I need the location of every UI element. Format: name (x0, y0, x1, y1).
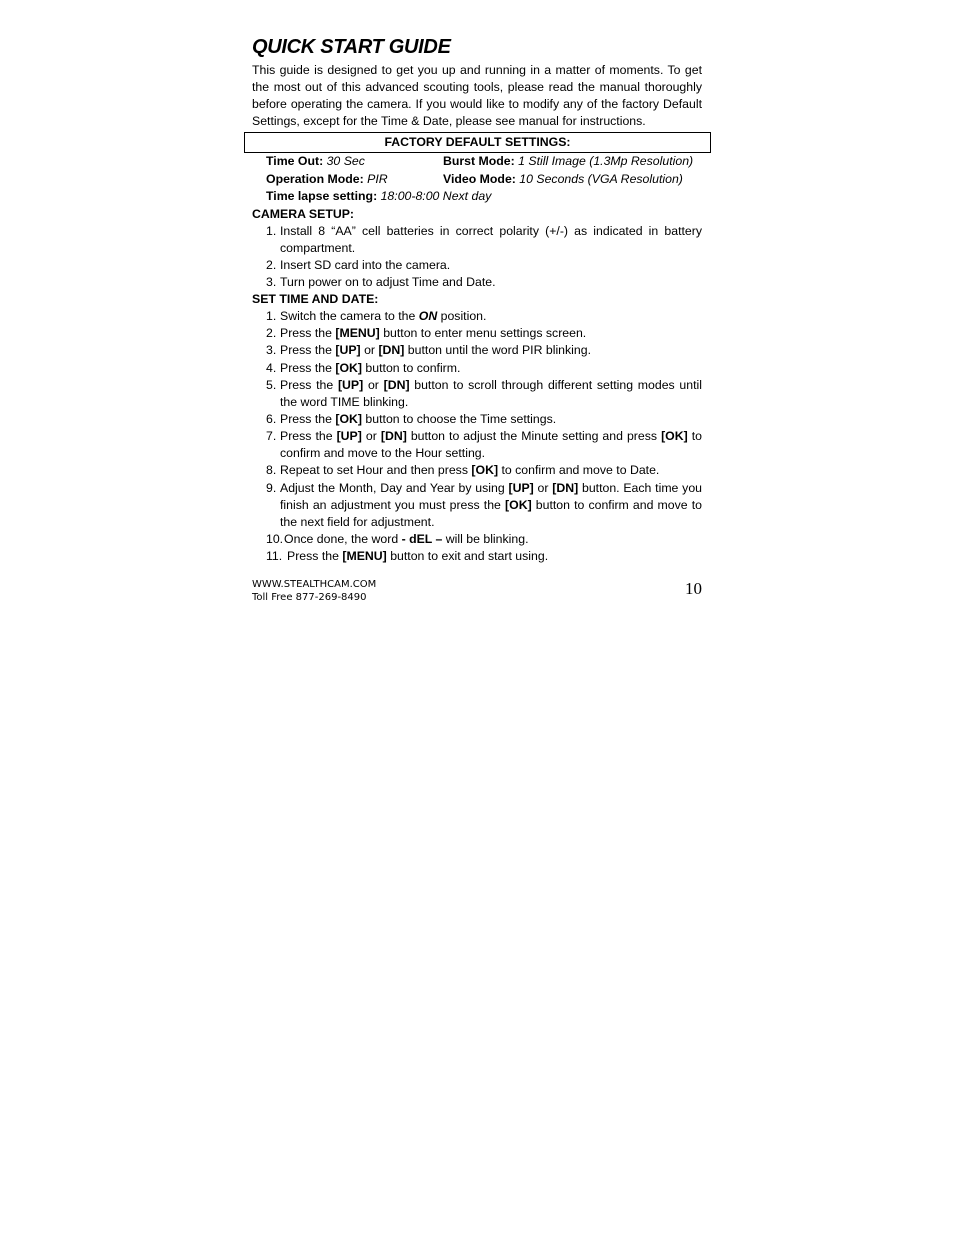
burst-mode-value: 1 Still Image (1.3Mp Resolution) (518, 154, 694, 168)
step-text: Press the [MENU] button to exit and start using. (287, 548, 549, 563)
factory-defaults-heading: FACTORY DEFAULT SETTINGS: (244, 132, 711, 153)
video-mode-value: 10 Seconds (VGA Resolution) (519, 171, 683, 186)
step-text: Press the [UP] or [DN] button to adjust the Minute setting and press [OK] to confirm and move to the Hour setting. (280, 429, 702, 461)
list-item (252, 428, 702, 462)
operation-mode-value: PIR (367, 171, 388, 186)
step-text: Press the [MENU] button to enter menu settings screen. (280, 326, 587, 341)
toll-free-phone: Toll Free 877-269-8490 (252, 592, 367, 603)
list-item (252, 480, 702, 531)
step-number: 7. (266, 429, 277, 444)
list-item (252, 308, 702, 325)
step-text: Press the [UP] or [DN] button to scroll through different setting modes until the word TIME blinking. (280, 377, 702, 409)
step-number: 6. (266, 412, 277, 426)
step-number: 8. (266, 463, 277, 478)
step-text: Repeat to set Hour and then press [OK] to confirm and move to Date. (280, 463, 660, 478)
list-item (252, 462, 702, 479)
step-text: Press the [OK] button to choose the Time settings. (280, 412, 557, 426)
page-number: 10 (685, 579, 702, 598)
burst-mode-label: Burst Mode: (443, 154, 515, 168)
list-item (252, 360, 702, 377)
quick-start-page (252, 34, 702, 565)
step-number: 9. (266, 480, 277, 495)
step-number: 10. (266, 531, 284, 546)
camera-setup-heading: CAMERA SETUP: (252, 206, 355, 221)
step-number: 2. (266, 326, 277, 341)
step-number: 3. (266, 274, 277, 289)
time-out-setting (266, 153, 443, 171)
step-number: 2. (266, 257, 277, 272)
video-mode-setting (443, 171, 683, 189)
time-out-label: Time Out: (266, 154, 324, 168)
step-number: 5. (266, 377, 277, 392)
step-text: Adjust the Month, Day and Year by using [UP] or [DN] button. Each time you finish an adjustment you must press the [OK] button to confirm and move to the next field for adjustment. (280, 480, 702, 529)
factory-defaults-list (266, 153, 702, 206)
step-text: Press the [UP] or [DN] button until the word PIR blinking. (280, 343, 591, 358)
step-text: Insert SD card into the camera. (280, 257, 451, 272)
defaults-row (266, 188, 702, 206)
set-time-date-heading: SET TIME AND DATE: (252, 292, 379, 307)
time-out-value: 30 Sec (326, 154, 365, 168)
defaults-row (266, 171, 702, 189)
list-item (252, 257, 702, 274)
footer-contact (252, 578, 702, 604)
step-text: Turn power on to adjust Time and Date. (280, 274, 496, 289)
step-number: 11. (266, 548, 283, 563)
list-item (252, 223, 702, 257)
operation-mode-label: Operation Mode: (266, 171, 364, 186)
step-text: Once done, the word - dEL – will be blinking. (284, 531, 529, 546)
time-lapse-label: Time lapse setting: (266, 189, 378, 203)
list-item (252, 531, 702, 548)
set-time-date-steps (252, 308, 702, 565)
video-mode-label: Video Mode: (443, 171, 516, 186)
step-text: Switch the camera to the ON position. (280, 309, 487, 324)
step-text: Press the [OK] button to confirm. (280, 360, 461, 375)
step-number: 1. (266, 309, 277, 324)
time-lapse-value: 18:00-8:00 Next day (380, 189, 492, 203)
page-title: QUICK START GUIDE (252, 36, 451, 58)
intro-paragraph: This guide is designed to get you up and running in a matter of moments. To get the most out of this advanced scouting tools, please read the manual thoroughly before operating the camera. If you would like to modify any of the factory Default Settings, except for the Time & Date, please see manual for instructions. (252, 63, 702, 128)
list-item (252, 411, 702, 428)
step-number: 4. (266, 360, 277, 375)
step-text: Install 8 “AA” cell batteries in correct polarity (+/-) as indicated in battery compartment. (280, 223, 702, 255)
page-footer (252, 578, 702, 608)
website-link[interactable]: WWW.STEALTHCAM.COM (252, 579, 377, 590)
burst-mode-setting (443, 153, 693, 171)
list-item (252, 548, 702, 565)
list-item (252, 342, 702, 359)
list-item (252, 325, 702, 342)
step-number: 3. (266, 343, 277, 358)
list-item (252, 274, 702, 291)
defaults-row (266, 153, 702, 171)
step-number: 1. (266, 223, 277, 238)
camera-setup-steps (252, 223, 702, 291)
time-lapse-setting (266, 188, 491, 206)
list-item (252, 377, 702, 411)
operation-mode-setting (266, 171, 443, 189)
